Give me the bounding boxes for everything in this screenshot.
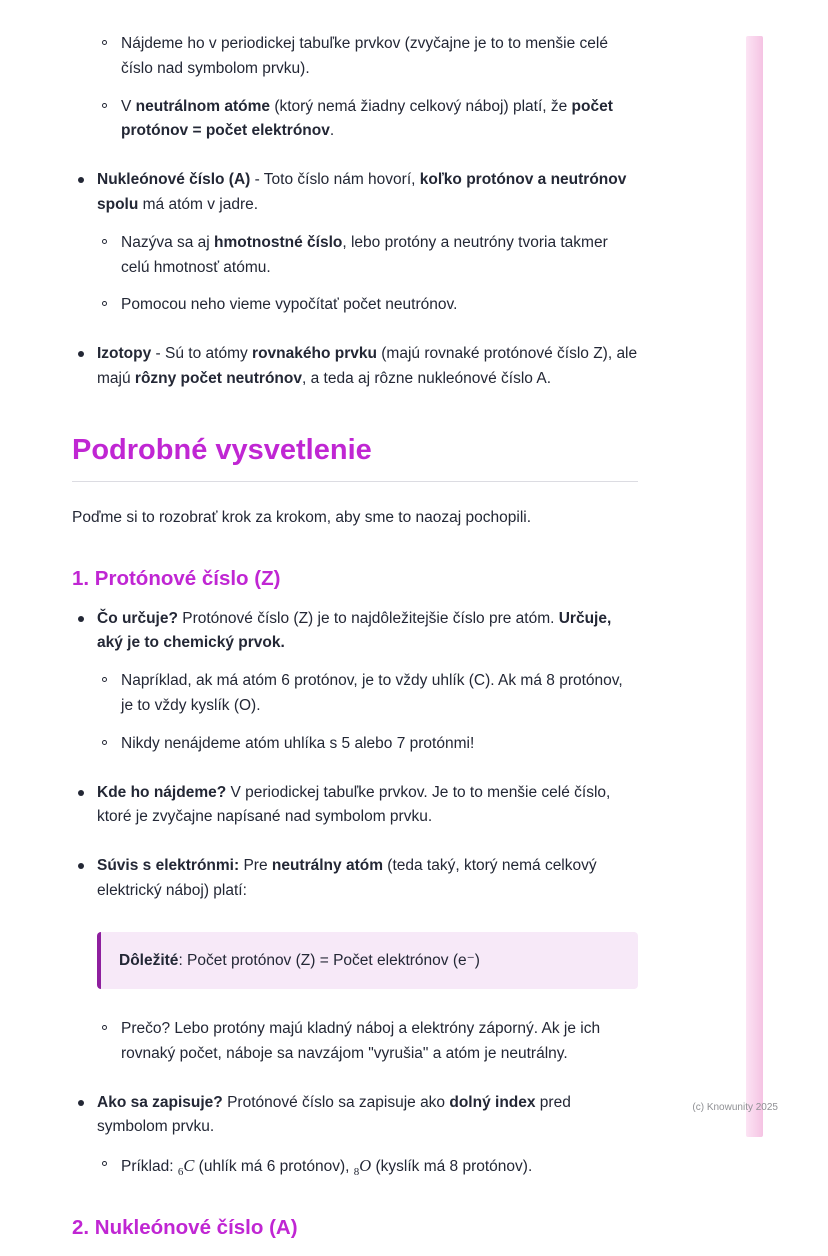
text-run: Príklad:	[121, 1158, 178, 1176]
bold-text: Čo určuje?	[97, 609, 178, 627]
bold-text: dolný index	[449, 1093, 536, 1111]
circle-bullet-icon	[102, 677, 107, 682]
bullet-list	[72, 1017, 638, 1180]
text-run: .	[329, 122, 335, 140]
list-item	[96, 732, 638, 757]
watermark: (c) Knowunity 2025	[692, 1102, 778, 1113]
circle-bullet-icon	[102, 103, 107, 108]
list-item	[96, 1153, 638, 1180]
list-item	[96, 1017, 638, 1067]
text-run: - Sú to atómy	[151, 345, 253, 363]
list-item	[72, 854, 638, 904]
section-heading: Podrobné vysvetlenie	[72, 434, 638, 482]
disc-bullet-icon	[78, 863, 84, 869]
text-run: Pre	[239, 857, 272, 875]
text-run: V periodickej tabuľke prvkov. Je to to menšie celé číslo, ktoré je zvyčajne napísané nad symbolom prvku.	[97, 783, 611, 826]
text-run: (kyslík má 8 protónov).	[371, 1158, 533, 1176]
disc-bullet-icon	[78, 177, 84, 183]
disc-bullet-icon	[78, 351, 84, 357]
circle-bullet-icon	[102, 239, 107, 244]
text-run: (teda taký, ktorý nemá celkový elektrický náboj) platí:	[97, 857, 597, 899]
bold-text: rôzny počet neutrónov	[134, 369, 302, 387]
text-run: Nazýva sa aj	[121, 233, 215, 251]
list-item	[72, 781, 638, 831]
text-run: (ktorý nemá žiadny celkový náboj) platí, že	[270, 97, 572, 115]
subscript-number: 8	[353, 1166, 360, 1179]
subsection-heading: 2. Nukleónové číslo (A)	[72, 1215, 298, 1239]
text-run: - Toto číslo nám hovorí,	[250, 171, 420, 189]
text-run: V	[121, 97, 136, 115]
text-run: : Počet protónov (Z) = Počet elektrónov (e⁻)	[178, 951, 480, 969]
list-item	[72, 607, 638, 657]
bold-text: koľko protónov a neutrónov spolu	[97, 171, 627, 213]
bullet-list	[72, 32, 638, 392]
text-run: má atóm v jadre.	[138, 195, 259, 213]
circle-bullet-icon	[102, 301, 107, 306]
text-run: pred symbolom prvku.	[97, 1093, 571, 1136]
callout-box	[97, 932, 638, 989]
bold-text: Určuje, aký je to chemický prvok.	[97, 609, 612, 652]
bold-text: rovnakého prvku	[252, 345, 377, 363]
text-run: , a teda aj rôzne nukleónové číslo A.	[301, 369, 552, 387]
list-item	[72, 342, 638, 392]
text-run: Pomocou neho vieme vypočítať počet neutrónov.	[121, 296, 458, 314]
callout-text	[119, 949, 620, 972]
bold-text: Izotopy	[97, 345, 152, 363]
list-item	[96, 231, 638, 281]
bold-text: hmotnostné číslo	[214, 233, 343, 251]
list-item	[72, 168, 638, 218]
bold-text: Ako sa zapisuje?	[97, 1093, 223, 1111]
math-symbol: O	[359, 1156, 372, 1176]
bullet-list	[72, 607, 638, 904]
math-symbol: C	[183, 1156, 195, 1176]
text-run: Prečo? Lebo protóny majú kladný náboj a elektróny záporný. Ak je ich rovnaký počet, náboje sa navzájom "vyrušia" a atóm je neutrálny.	[121, 1019, 601, 1062]
text-run: Nájdeme ho v periodickej tabuľke prvkov (zvyčajne je to to menšie celé číslo nad symbolom prvku).	[121, 35, 608, 77]
text-run: Protónové číslo sa zapisuje ako	[222, 1093, 450, 1111]
bold-text: neutrálnom atóme	[135, 97, 271, 115]
disc-bullet-icon	[78, 790, 84, 796]
document-body	[72, 30, 638, 1256]
disc-bullet-icon	[78, 1100, 84, 1106]
list-item	[96, 293, 638, 318]
subsection-heading: 1. Protónové číslo (Z)	[72, 566, 281, 590]
bold-text: Nukleónové číslo (A)	[97, 171, 251, 189]
bold-text: Dôležité	[119, 951, 179, 969]
text-run: (uhlík má 6 protónov),	[194, 1158, 354, 1176]
text-run: Protónové číslo (Z) je to najdôležitejšie číslo pre atóm.	[177, 609, 559, 627]
text-run: Nikdy nenájdeme atóm uhlíka s 5 alebo 7 protónmi!	[121, 734, 475, 752]
bold-text: Kde ho nájdeme?	[97, 783, 227, 801]
text-run: Poďme si to rozobrať krok za krokom, aby sme to naozaj pochopili.	[72, 508, 532, 526]
bold-text: Súvis s elektrónmi:	[97, 857, 240, 875]
list-item	[96, 32, 638, 82]
list-item	[96, 669, 638, 719]
disc-bullet-icon	[78, 616, 84, 622]
list-item	[96, 95, 638, 145]
circle-bullet-icon	[102, 40, 107, 45]
text-run: (majú rovnaké protónové číslo Z), ale majú	[97, 345, 638, 387]
bold-text: počet protónov = počet elektrónov	[121, 97, 613, 140]
text-run: Napríklad, ak má atóm 6 protónov, je to vždy uhlík (C). Ak má 8 protónov, je to vždy kyslík (O).	[121, 672, 623, 714]
page-edge-ribbon	[746, 36, 763, 1137]
bold-text: neutrálny atóm	[271, 857, 383, 875]
text-run: , lebo protóny a neutróny tvoria takmer celú hmotnosť atómu.	[121, 233, 608, 276]
circle-bullet-icon	[102, 740, 107, 745]
list-item	[72, 1091, 638, 1141]
circle-bullet-icon	[102, 1161, 107, 1166]
circle-bullet-icon	[102, 1025, 107, 1030]
paragraph	[72, 506, 638, 531]
subscript-number: 6	[177, 1166, 184, 1179]
